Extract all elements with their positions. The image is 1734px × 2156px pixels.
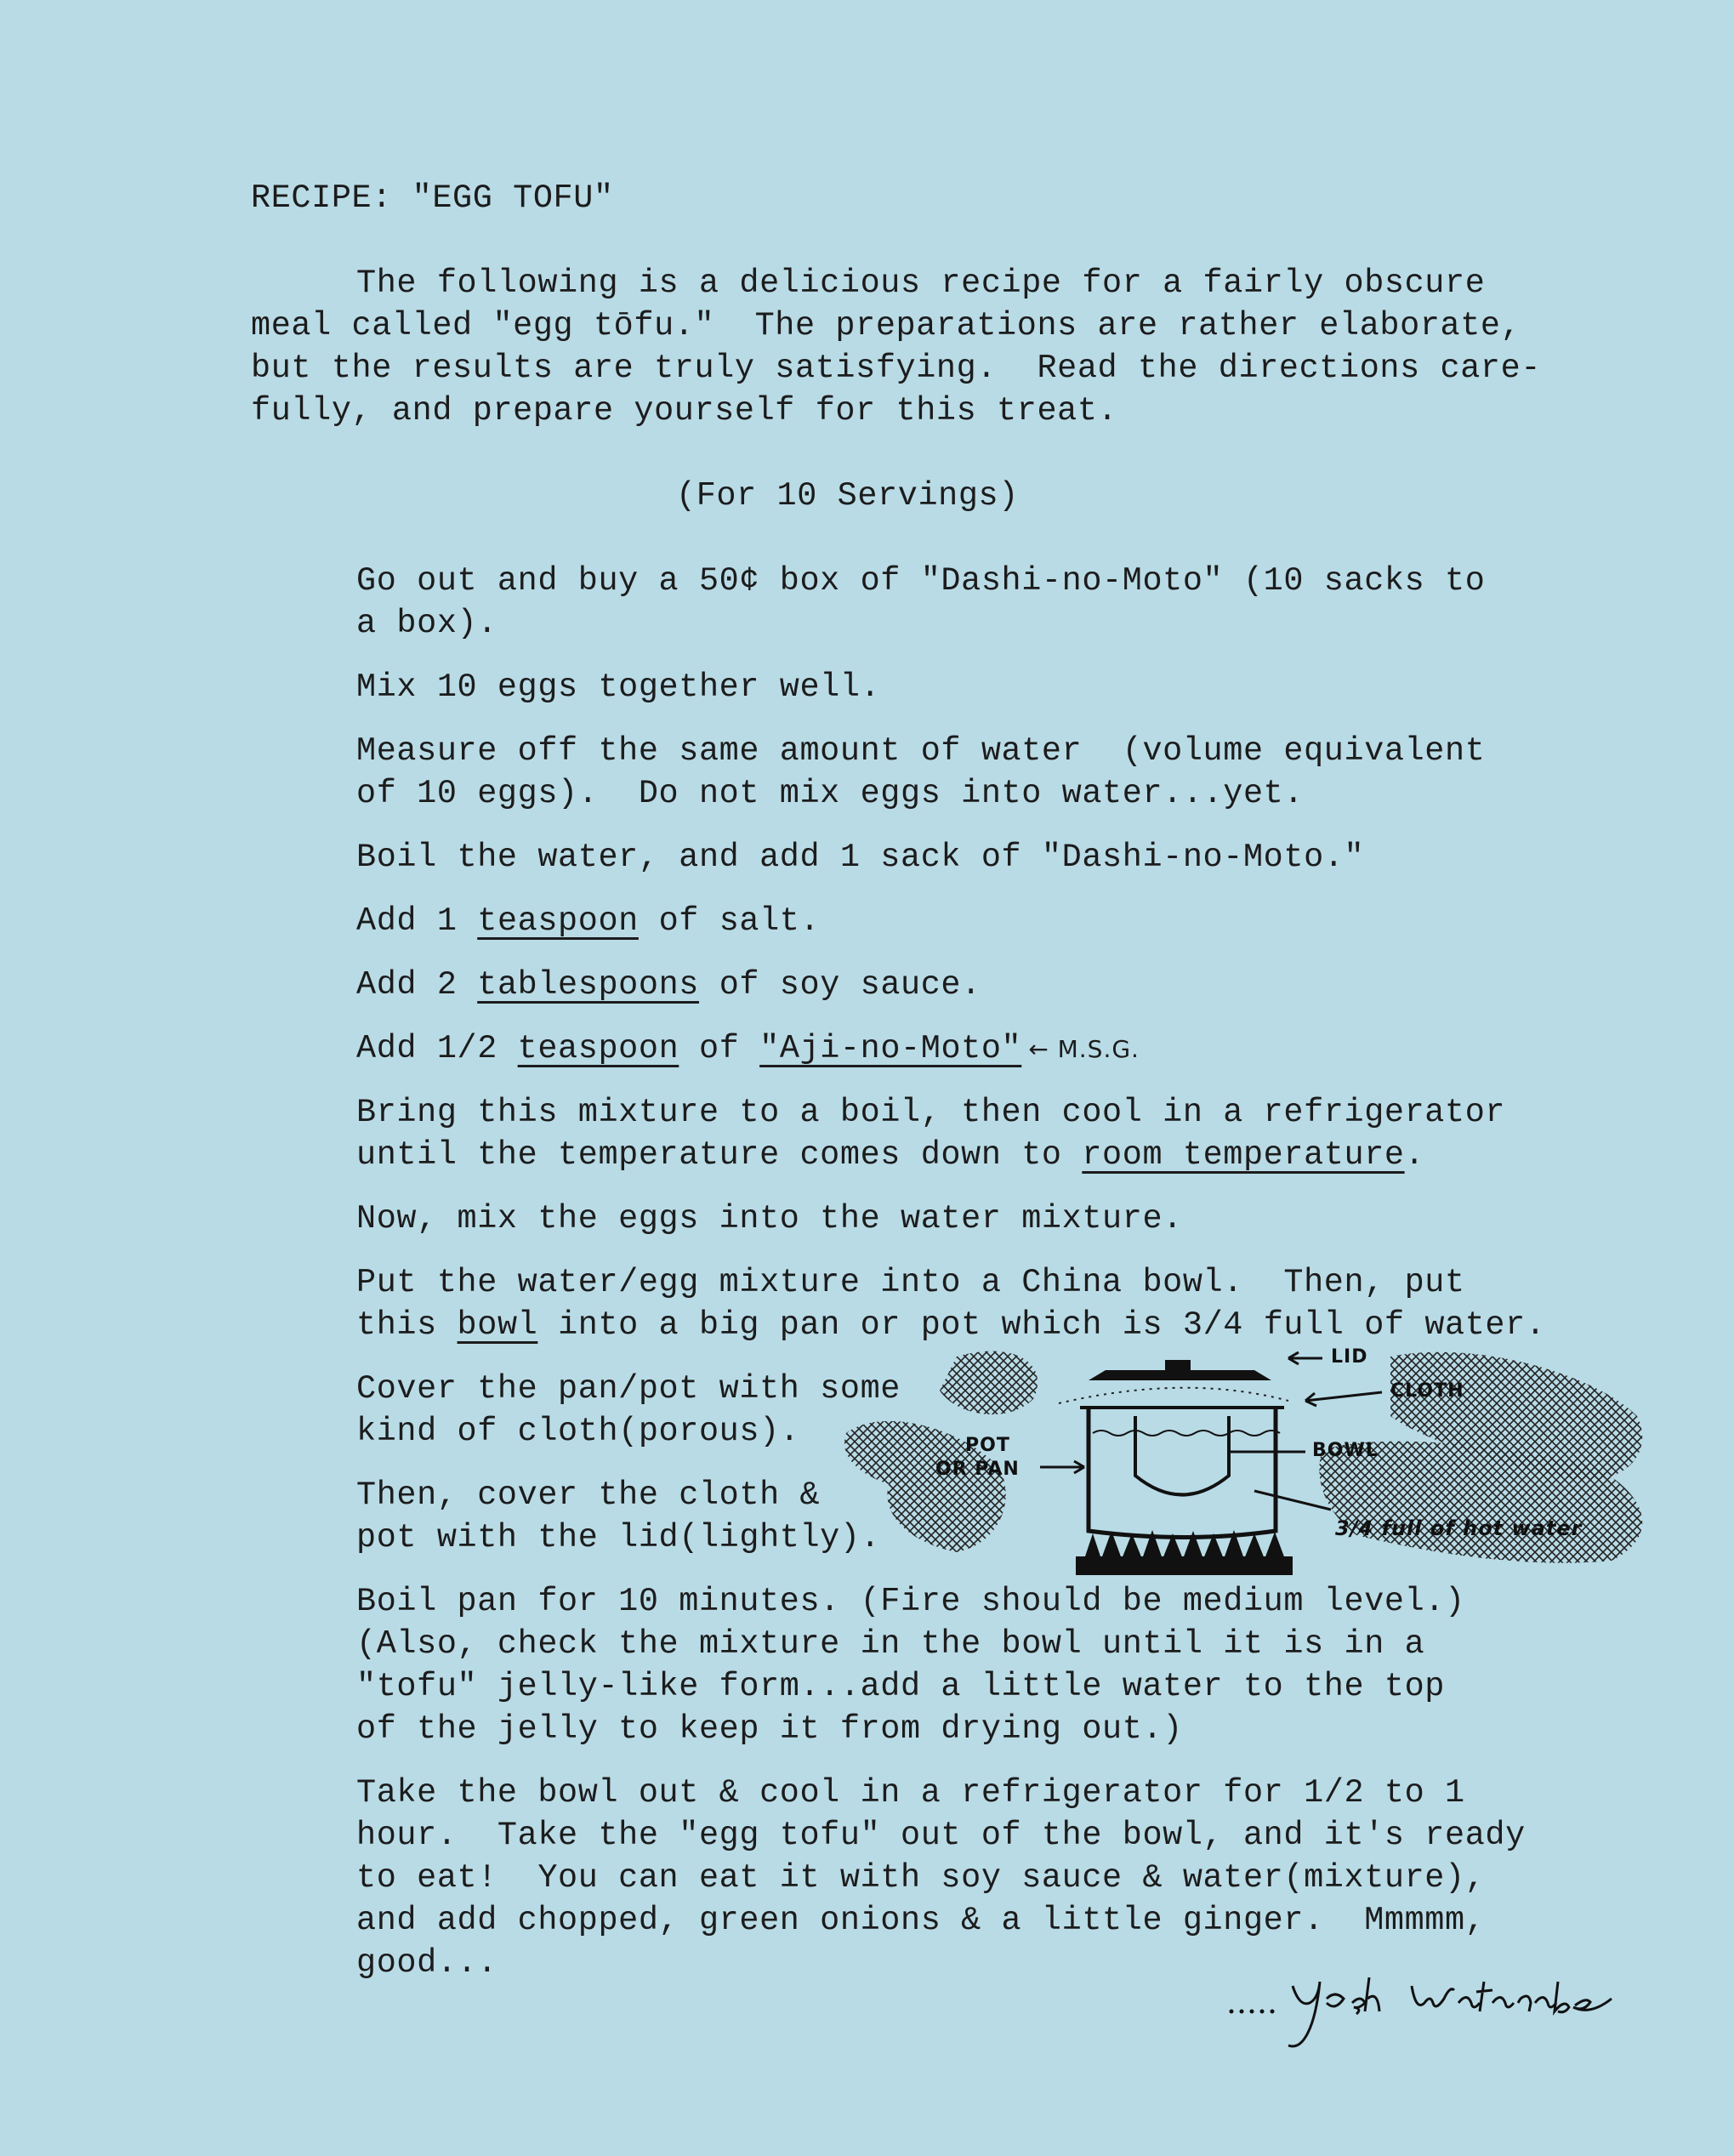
step-measure-1: Measure off the same amount of water (volume equivalent — [356, 732, 1486, 770]
step-soy-unit: tablespoons — [477, 966, 699, 1004]
step-take-4: and add chopped, green onions & a little ginger. Mmmmm, — [356, 1902, 1486, 1939]
step-boil-pan-4: of the jelly to keep it from drying out.) — [356, 1710, 1183, 1748]
step-take-2: hour. Take the "egg tofu" out of the bowl, and it's ready — [356, 1817, 1526, 1854]
step-measure-2: of 10 eggs). Do not mix eggs into water...yet. — [356, 775, 1305, 812]
servings: (For 10 Servings) — [676, 477, 1019, 515]
step-boil-pan-1: Boil pan for 10 minutes. (Fire should be medium level.) — [356, 1583, 1465, 1620]
step-aji-pre: Add 1/2 — [356, 1030, 518, 1067]
step-then-1: Then, cover the cloth & — [356, 1476, 821, 1514]
step-bring-2-pre: until the temperature comes down to — [356, 1136, 1083, 1174]
step-put-2-pre: this — [356, 1306, 458, 1344]
lid-shape — [1089, 1370, 1271, 1380]
signature — [1225, 1965, 1624, 2062]
cloth-line — [1059, 1388, 1288, 1403]
step-buy-2: a box). — [356, 605, 497, 642]
cloth-arrow — [1305, 1392, 1382, 1401]
label-water: 3/4 full of hot water — [1335, 1516, 1583, 1540]
step-salt-unit: teaspoon — [477, 902, 639, 940]
step-boil-pan-3: "tofu" jelly-like form...add a little water to the top — [356, 1668, 1446, 1705]
hatch-top-left — [940, 1351, 1038, 1414]
step-salt-post: of salt. — [638, 902, 821, 940]
intro-line-3: but the results are truly satisfying. Read the directions care- — [251, 350, 1542, 387]
pot-outline — [1089, 1408, 1276, 1538]
step-soy-post: of soy sauce. — [698, 966, 981, 1004]
label-lid: LID — [1331, 1346, 1368, 1368]
step-take-3: to eat! You can eat it with soy sauce & water(mixture), — [356, 1859, 1486, 1897]
recipe-title: RECIPE: "EGG TOFU" — [251, 179, 614, 217]
step-aji-name: "Aji-no-Moto" — [759, 1030, 1022, 1067]
lid-handle — [1165, 1360, 1191, 1370]
step-soy — [356, 964, 981, 1006]
step-salt — [356, 900, 820, 942]
step-take-5: good... — [356, 1944, 497, 1982]
step-soy-pre: Add 2 — [356, 966, 478, 1004]
burner — [1076, 1556, 1293, 1575]
intro-line-2: meal called "egg tōfu." The preparations are rather elaborate, — [251, 307, 1521, 344]
step-aji — [356, 1027, 1140, 1071]
label-or-pan: OR PAN — [935, 1459, 1020, 1480]
step-put-2-u: bowl — [457, 1306, 538, 1344]
msg-note: ← M.S.G. — [1028, 1035, 1140, 1063]
step-bring-1: Bring this mixture to a boil, then cool in a refrigerator — [356, 1094, 1506, 1131]
step-boil-pan-2: (Also, check the mixture in the bowl until it is in a — [356, 1625, 1425, 1663]
intro-line-1: The following is a delicious recipe for a fairly obscure — [356, 265, 1486, 302]
step-salt-pre: Add 1 — [356, 902, 478, 940]
label-cloth: CLOTH — [1390, 1380, 1464, 1402]
step-now: Now, mix the eggs into the water mixture. — [356, 1200, 1183, 1237]
step-buy-1: Go out and buy a 50¢ box of "Dashi-no-Moto" (10 sacks to — [356, 562, 1486, 600]
step-then-2: pot with the lid(lightly). — [356, 1519, 881, 1556]
water-line — [1093, 1431, 1280, 1436]
step-bring-2-post: . — [1404, 1136, 1425, 1174]
step-take-1: Take the bowl out & cool in a refrigerator for 1/2 to 1 — [356, 1774, 1465, 1812]
signature-drawing — [1225, 1965, 1624, 2058]
step-boil: Boil the water, and add 1 sack of "Dashi-no-Moto." — [356, 839, 1365, 876]
label-pot: POT — [965, 1435, 1010, 1456]
label-bowl: BOWL — [1312, 1440, 1379, 1461]
step-aji-mid: of — [679, 1030, 760, 1067]
bowl-outline — [1135, 1416, 1229, 1495]
step-aji-unit: teaspoon — [517, 1030, 679, 1067]
step-cover-1: Cover the pan/pot with some — [356, 1370, 901, 1408]
water-arrow — [1254, 1491, 1331, 1510]
pot-illustration — [829, 1340, 1680, 1599]
step-put-2-post: into a big pan or pot which is 3/4 full of water. — [537, 1306, 1546, 1344]
intro-line-4: fully, and prepare yourself for this treat. — [251, 392, 1118, 429]
step-put-1: Put the water/egg mixture into a China bowl. Then, put — [356, 1264, 1465, 1301]
step-cover-2: kind of cloth(porous). — [356, 1413, 800, 1450]
step-bring-2-u: room temperature — [1082, 1136, 1405, 1174]
step-bring-2 — [356, 1134, 1424, 1176]
step-mix-eggs: Mix 10 eggs together well. — [356, 668, 881, 706]
